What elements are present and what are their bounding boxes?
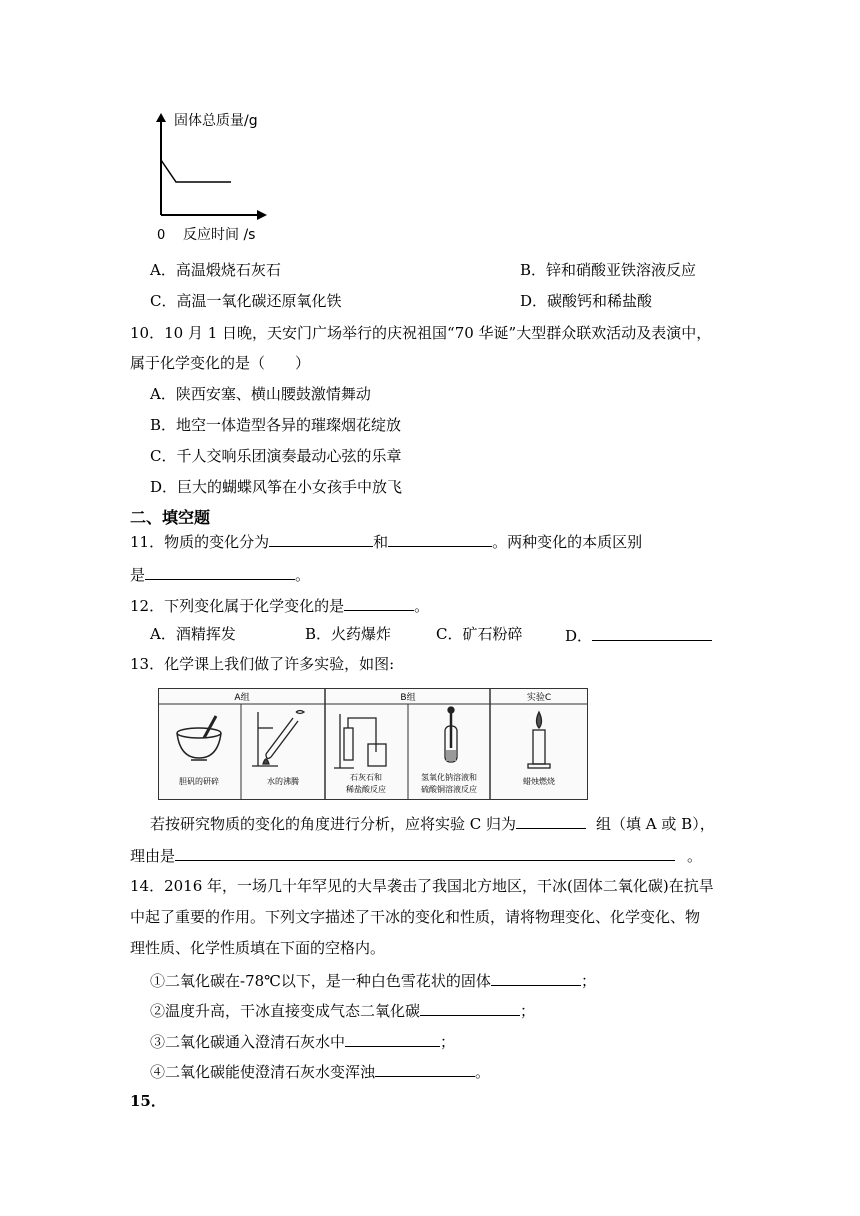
q13-line-b bbox=[130, 844, 702, 866]
table-cell-3-line1: 石灰石和 bbox=[350, 773, 382, 782]
q15-number: 15． bbox=[130, 1092, 166, 1110]
table-cell-4-line1: 氢氧化钠溶液和 bbox=[421, 773, 477, 782]
q14-item2 bbox=[150, 999, 535, 1021]
q11-line2 bbox=[130, 563, 310, 585]
q10-option-c: C．千人交响乐团演奏最动心弦的乐章 bbox=[150, 447, 402, 465]
q14-item1 bbox=[150, 969, 596, 991]
q11-text4: 是 bbox=[130, 566, 146, 584]
q10-stem-line2: 属于化学变化的是（ ） bbox=[130, 354, 311, 372]
q12-option-c: C．矿石粉碎 bbox=[436, 625, 523, 643]
q14-blank1 bbox=[491, 969, 581, 986]
q10-option-b: B．地空一体造型各异的璀璨烟花绽放 bbox=[150, 416, 402, 434]
q13-text3: 理由是 bbox=[130, 847, 176, 865]
x-axis-arrow bbox=[257, 210, 267, 220]
q14-item1-end: ； bbox=[580, 972, 596, 990]
q14-item3 bbox=[150, 1030, 455, 1052]
table-group-a: A组 bbox=[234, 693, 250, 703]
table-cell-2: 水的沸腾 bbox=[267, 777, 299, 786]
q12-stem bbox=[130, 594, 429, 616]
table-cell-3-line2: 稀盐酸反应 bbox=[346, 785, 386, 794]
q13-blank1 bbox=[516, 812, 586, 829]
origin-label: 0 bbox=[157, 228, 166, 243]
experiment-table-figure bbox=[158, 688, 588, 800]
q11-text1: 11．物质的变化分为 bbox=[130, 533, 270, 551]
q9-option-a: A．高温煅烧石灰石 bbox=[150, 261, 281, 279]
section-title: 二、填空题 bbox=[130, 508, 211, 527]
q12-option-d bbox=[565, 624, 712, 646]
q14-item2-text: ②温度升高，干冰直接变成气态二氧化碳 bbox=[150, 1002, 421, 1020]
q14-item3-end: ； bbox=[440, 1033, 456, 1051]
q14-item1-text: ①二氧化碳在-78℃以下，是一种白色雪花状的固体 bbox=[150, 972, 491, 990]
q12-option-d-blank bbox=[592, 624, 712, 641]
q11-blank2 bbox=[388, 530, 492, 547]
q13-blank2 bbox=[175, 844, 675, 861]
q12-stem-end: 。 bbox=[414, 597, 430, 615]
q14-item2-end: ； bbox=[520, 1002, 536, 1020]
q14-line3: 理性质、化学性质填在下面的空格内。 bbox=[130, 939, 386, 957]
table-cell-5: 蜡烛燃烧 bbox=[523, 777, 555, 786]
q14-line2: 中起了重要的作用。下列文字描述了干冰的变化和性质，请将物理变化、化学变化、物 bbox=[130, 908, 701, 926]
q10-option-a: A．陕西安塞、横山腰鼓激情舞动 bbox=[150, 385, 371, 403]
table-cell-4-line2: 硫酸铜溶液反应 bbox=[421, 785, 477, 794]
x-axis-label: 反应时间 /s bbox=[183, 227, 256, 243]
q13-text1: 若按研究物质的变化的角度进行分析，应将实验 C 归为 bbox=[150, 815, 517, 833]
q11-blank1 bbox=[269, 530, 373, 547]
q12-stem-text: 12．下列变化属于化学变化的是 bbox=[130, 597, 345, 615]
q14-item4-end: 。 bbox=[475, 1063, 491, 1081]
q12-option-d-label: D． bbox=[565, 627, 593, 645]
q14-blank2 bbox=[420, 999, 520, 1016]
q9-option-b: B．锌和硝酸亚铁溶液反应 bbox=[520, 261, 697, 279]
q11-blank3 bbox=[145, 563, 295, 580]
q12-option-b: B．火药爆炸 bbox=[305, 625, 392, 643]
table-exp-c: 实验C bbox=[526, 693, 552, 703]
q13-line-a bbox=[150, 812, 715, 834]
q12-blank bbox=[344, 594, 414, 611]
y-axis-label: 固体总质量/g bbox=[174, 113, 258, 129]
table-group-b: B组 bbox=[400, 693, 416, 703]
q9-option-c: C．高温一氧化碳还原氧化铁 bbox=[150, 292, 342, 310]
y-axis-arrow bbox=[156, 113, 166, 122]
q14-item3-text: ③二氧化碳通入澄清石灰水中 bbox=[150, 1033, 346, 1051]
q9-option-d: D．碳酸钙和稀盐酸 bbox=[520, 292, 653, 310]
data-series-line bbox=[161, 160, 231, 215]
q14-item4-text: ④二氧化碳能使澄清石灰水变浑浊 bbox=[150, 1063, 376, 1081]
q10-stem-line1: 10．10 月 1 日晚，天安门广场举行的庆祝祖国“70 华诞”大型群众联欢活动及表演中， bbox=[130, 324, 712, 342]
q14-item4 bbox=[150, 1060, 490, 1082]
q14-line1: 14．2016 年，一场几十年罕见的大旱袭击了我国北方地区，干冰(固体二氧化碳)在抗旱 bbox=[130, 877, 714, 895]
q13-stem: 13．化学课上我们做了许多实验，如图: bbox=[130, 655, 395, 673]
q13-text2: 组（填 A 或 B）， bbox=[596, 815, 715, 833]
table-cell-1: 胆矾的研碎 bbox=[179, 777, 219, 786]
q14-blank4 bbox=[375, 1060, 475, 1077]
q11-text5: 。 bbox=[295, 566, 311, 584]
q10-option-d: D．巨大的蝴蝶风筝在小女孩手中放飞 bbox=[150, 478, 403, 496]
q13-text4: 。 bbox=[687, 847, 703, 865]
q11-text2: 和 bbox=[373, 533, 389, 551]
q12-option-a: A．酒精挥发 bbox=[150, 625, 236, 643]
q14-blank3 bbox=[345, 1030, 440, 1047]
q11-line1 bbox=[130, 530, 642, 552]
mass-time-chart bbox=[140, 100, 290, 248]
q11-text3: 。两种变化的本质区别 bbox=[492, 533, 643, 551]
